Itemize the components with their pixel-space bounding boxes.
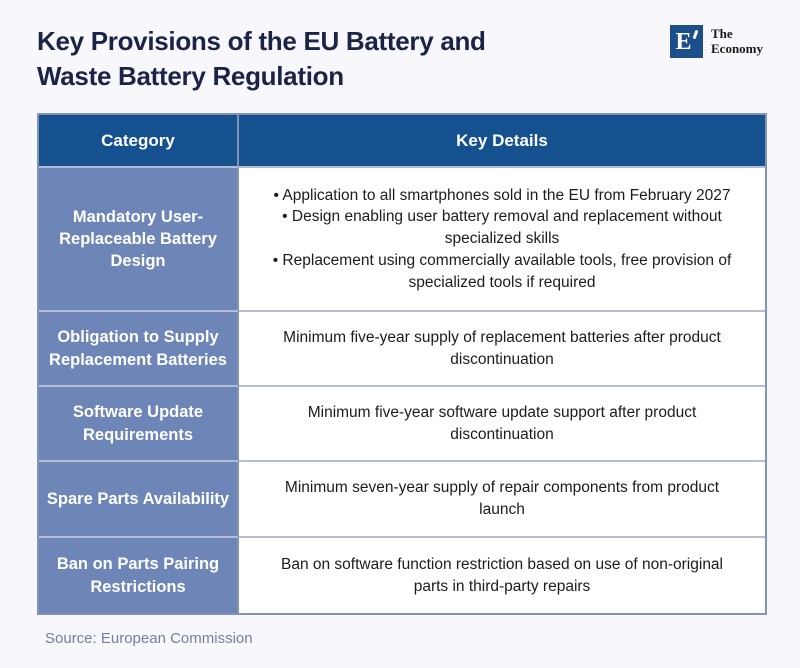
table-header-row	[39, 115, 765, 168]
category-cell: Ban on Parts Pairing Restrictions	[39, 538, 239, 613]
title-line-2: Waste Battery Regulation	[37, 61, 344, 91]
table-row	[39, 462, 765, 538]
category-cell: Mandatory User-Replaceable Battery Design	[39, 168, 239, 312]
details-text-block	[267, 402, 737, 445]
logo-word-line-2: Economy	[711, 41, 763, 56]
detail-item: Minimum five-year supply of replacement batteries after product discontinuation	[283, 328, 721, 368]
details-text-block	[267, 327, 737, 370]
title-line-1: Key Provisions of the EU Battery and	[37, 26, 486, 56]
logo-word-line-1: The	[711, 26, 733, 41]
page-title	[37, 24, 486, 94]
details-text-block	[267, 185, 737, 293]
detail-bullet-item: • Application to all smartphones sold in the EU from February 2027	[273, 186, 731, 204]
category-cell: Obligation to Supply Replacement Batteries	[39, 312, 239, 387]
logo-wordmark	[711, 25, 763, 56]
details-cell	[239, 312, 765, 387]
details-cell	[239, 168, 765, 312]
table-row	[39, 168, 765, 312]
table-row	[39, 312, 765, 387]
the-economy-logo	[670, 25, 763, 58]
logo-tick-icon	[693, 30, 699, 39]
logo-mark	[670, 25, 703, 58]
detail-bullet-item: • Replacement using commercially available tools, free provision of specialized tools if required	[272, 251, 732, 291]
detail-item: Minimum seven-year supply of repair components from product launch	[284, 479, 720, 518]
detail-item: Ban on software function restriction based on use of non-original parts in third-party repairs	[280, 555, 723, 595]
category-cell: Software Update Requirements	[39, 387, 239, 462]
detail-bullet-item: • Design enabling user battery removal and replacement without specialized skills	[282, 208, 722, 248]
details-cell	[239, 538, 765, 613]
category-cell: Spare Parts Availability	[39, 462, 239, 538]
details-text-block	[267, 477, 737, 520]
details-cell	[239, 462, 765, 538]
details-cell	[239, 387, 765, 462]
table-row	[39, 538, 765, 613]
column-header-category: Category	[39, 115, 239, 168]
source-note: Source: European Commission	[45, 630, 253, 647]
details-text-block	[267, 554, 737, 597]
table-row	[39, 387, 765, 462]
provisions-table	[37, 113, 767, 615]
logo-e-letter: E	[675, 28, 692, 55]
detail-item: Minimum five-year software update support after product discontinuation	[307, 403, 697, 443]
header-row	[37, 24, 763, 94]
column-header-key-details: Key Details	[239, 115, 765, 168]
